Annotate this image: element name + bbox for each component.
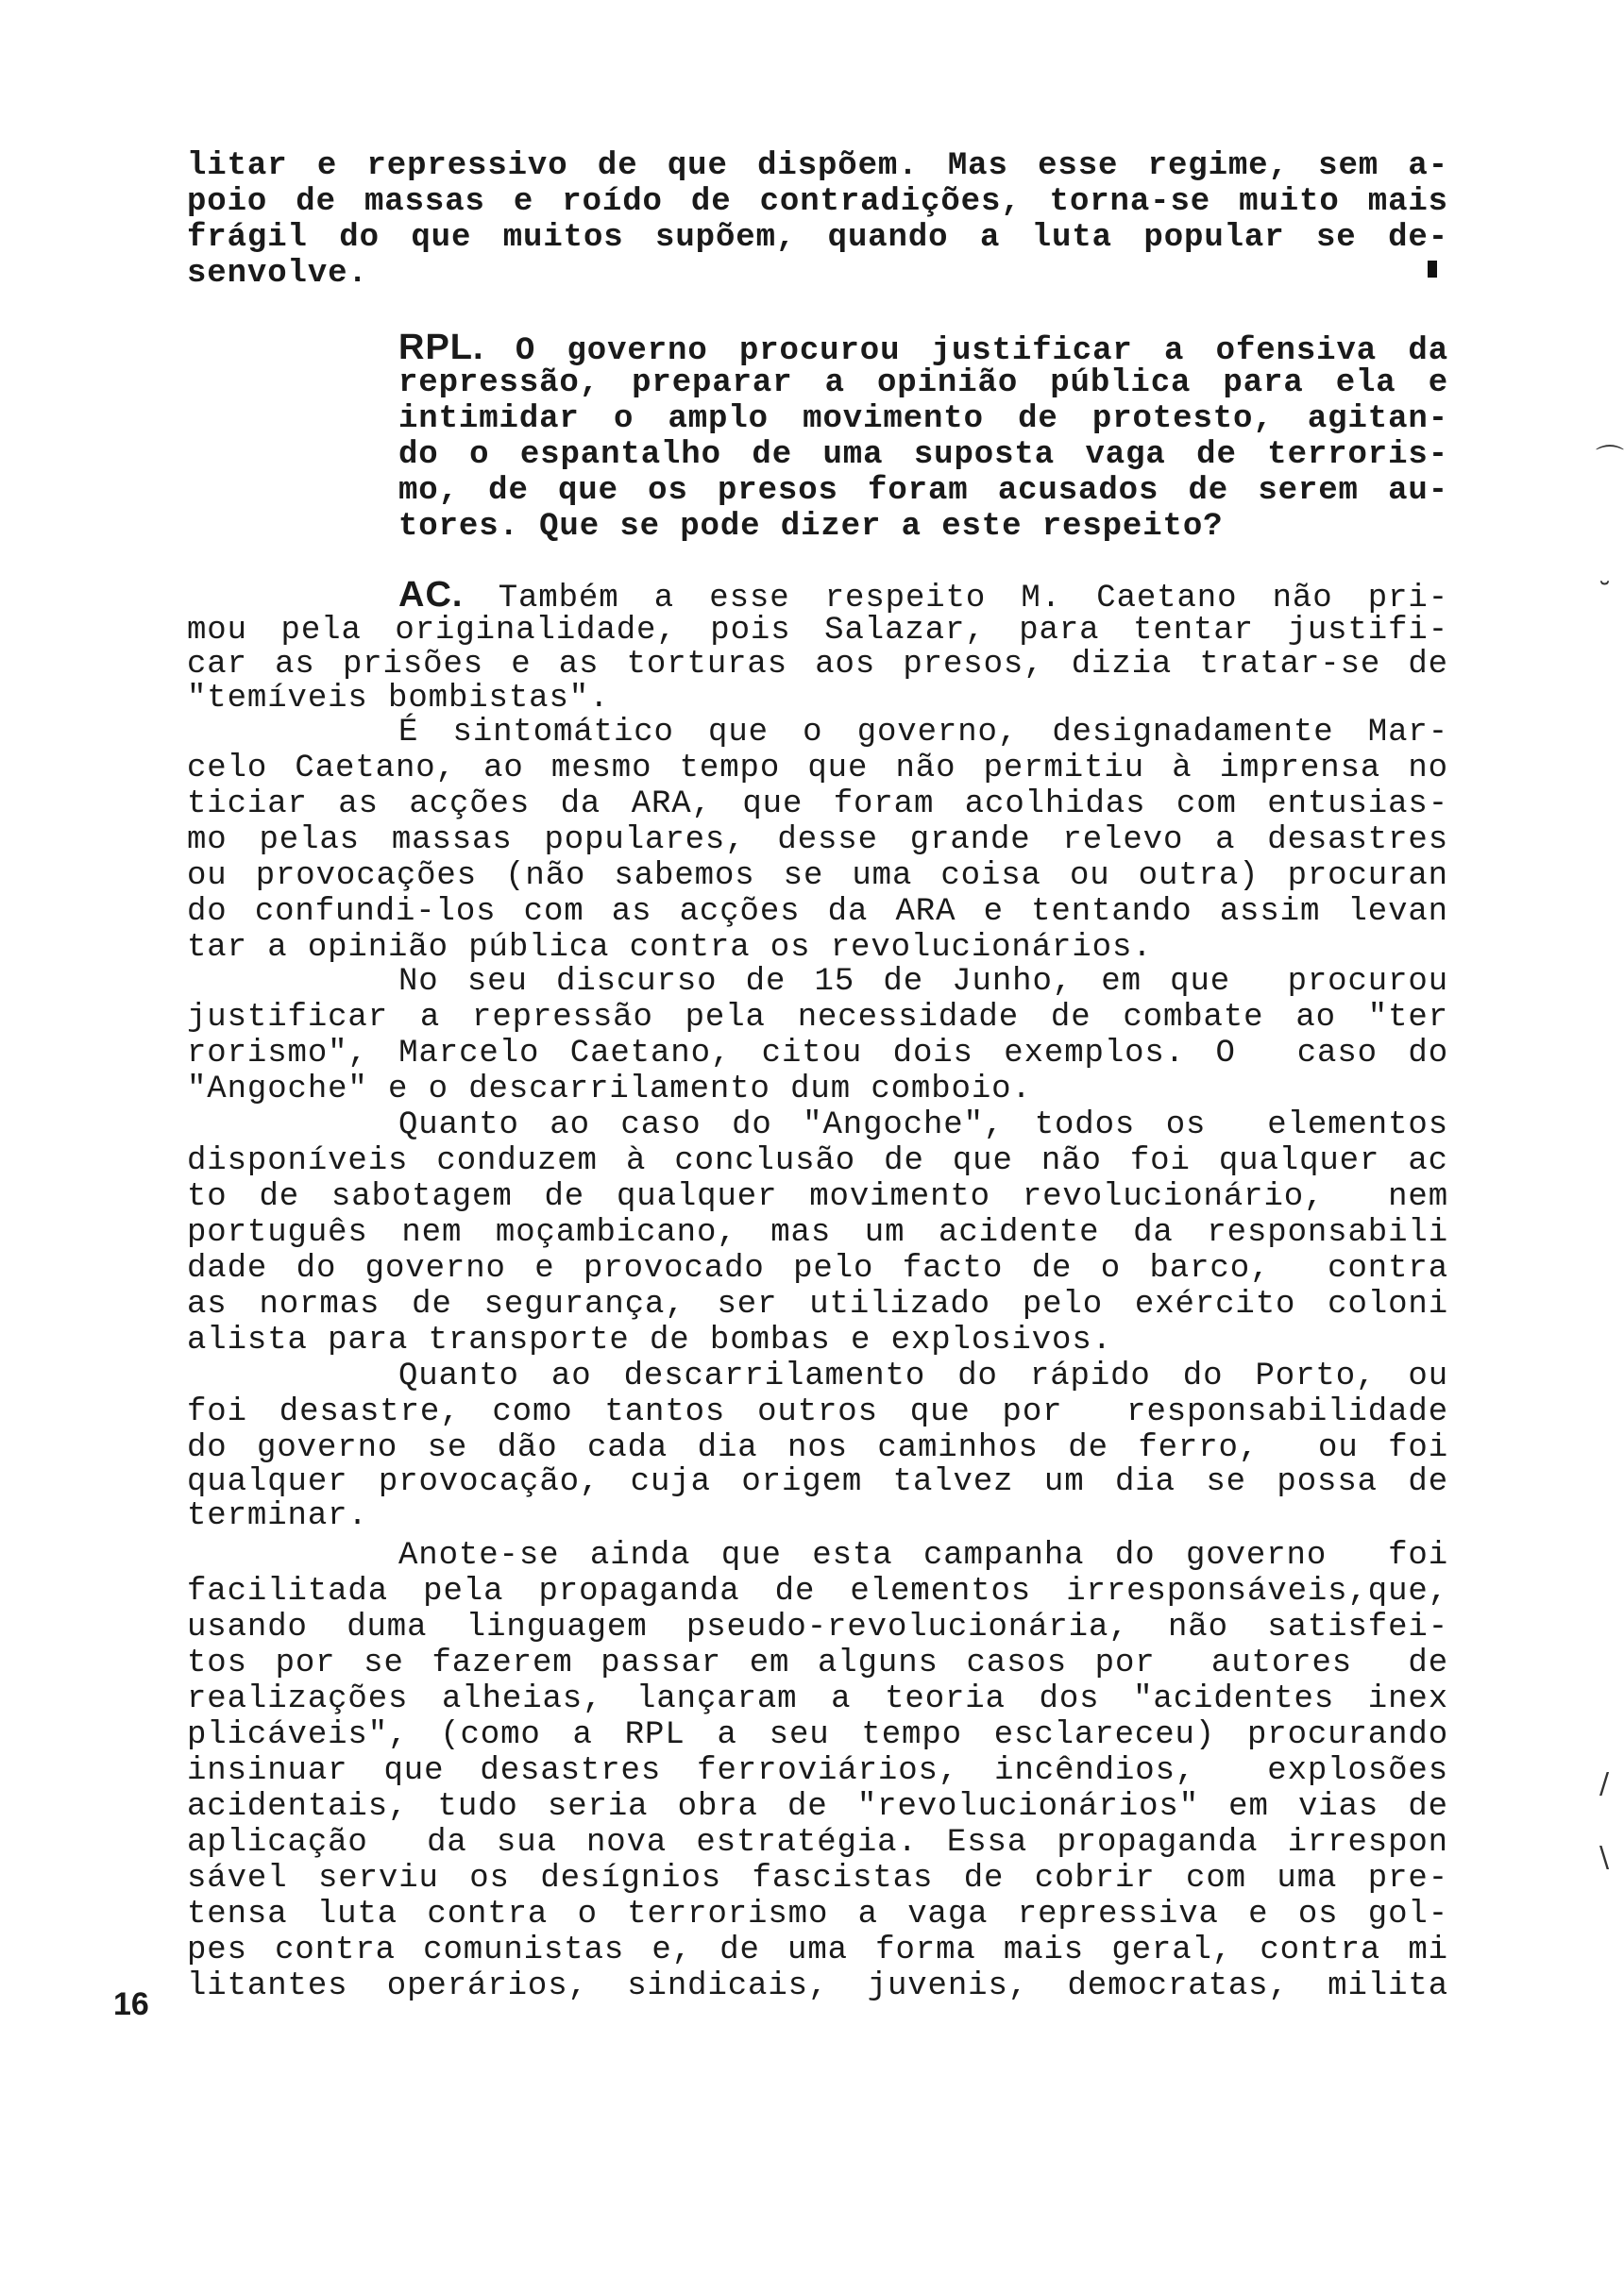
answer-line: aplicação da sua nova estratégia. Essa propaganda irrespon bbox=[187, 1825, 1448, 1861]
answer-line: mo pelas massas populares, desse grande relevo a desastres bbox=[187, 822, 1448, 858]
answer-line: No seu discurso de 15 de Junho, em que procurou bbox=[398, 964, 1448, 1000]
answer-line: litantes operários, sindicais, juvenis, democratas, milita bbox=[187, 1968, 1448, 2004]
answer-line: "Angoche" e o descarrilamento dum comboio. bbox=[187, 1072, 1032, 1107]
answer-line: alista para transporte de bombas e explosivos. bbox=[187, 1323, 1112, 1359]
answer-line: to de sabotagem de qualquer movimento revolucionário, nem bbox=[187, 1179, 1448, 1215]
answer-line: terminar. bbox=[187, 1498, 368, 1534]
answer-line: justificar a repressão pela necessidade de combate ao "ter bbox=[187, 1000, 1448, 1036]
page-number: 16 bbox=[113, 1986, 149, 2022]
speaker-label-rpl: RPL. bbox=[398, 328, 484, 367]
answer-line: facilitada pela propaganda de elementos irresponsáveis,que, bbox=[187, 1574, 1448, 1610]
text-line: senvolve. bbox=[187, 256, 368, 292]
question-line: tores. Que se pode dizer a este respeito? bbox=[398, 509, 1224, 545]
scan-speck-icon: / bbox=[1599, 1767, 1610, 1800]
answer-line: foi desastre, como tantos outros que por responsabilidade bbox=[187, 1394, 1448, 1430]
question-line: mo, de que os presos foram acusados de serem au- bbox=[398, 473, 1448, 509]
question-line: intimidar o amplo movimento de protesto, agitan- bbox=[398, 401, 1448, 437]
answer-line: celo Caetano, ao mesmo tempo que não permitiu à imprensa no bbox=[187, 751, 1448, 786]
answer-text: Também a esse respeito M. Caetano não pri- bbox=[498, 581, 1448, 616]
answer-line: mou pela originalidade, pois Salazar, para tentar justifi- bbox=[187, 613, 1448, 649]
answer-line: usando duma linguagem pseudo-revolucionária, não satisfei- bbox=[187, 1610, 1448, 1646]
answer-line: "temíveis bombistas". bbox=[187, 681, 610, 717]
answer-line: tos por se fazerem passar em alguns casos por autores de bbox=[187, 1646, 1448, 1681]
question-line: do o espantalho de uma suposta vaga de terroris- bbox=[398, 437, 1448, 473]
answer-line: car as prisões e as torturas aos presos, dizia tratar-se de bbox=[187, 647, 1448, 683]
answer-line: do governo se dão cada dia nos caminhos de ferro, ou foi bbox=[187, 1430, 1448, 1466]
answer-line: Anote-se ainda que esta campanha do governo foi bbox=[398, 1538, 1448, 1574]
answer-line: português nem moçambicano, mas um acidente da responsabili bbox=[187, 1215, 1448, 1251]
answer-line: do confundi-los com as acções da ARA e tentando assim levan bbox=[187, 894, 1448, 930]
scan-speck-icon: ˘ bbox=[1598, 578, 1612, 611]
answer-line: acidentais, tudo seria obra de "revolucionários" em vias de bbox=[187, 1789, 1448, 1825]
question-text: O governo procurou justificar a ofensiva da bbox=[515, 333, 1449, 369]
answer-line: disponíveis conduzem à conclusão de que não foi qualquer ac bbox=[187, 1143, 1448, 1179]
answer-line: insinuar que desastres ferroviários, incêndios, explosões bbox=[187, 1753, 1448, 1789]
answer-line: as normas de segurança, ser utilizado pelo exército coloni bbox=[187, 1287, 1448, 1323]
question-line bbox=[398, 330, 1448, 369]
question-line: repressão, preparar a opinião pública para ela e bbox=[398, 365, 1448, 401]
answer-line: pes contra comunistas e, de uma forma mais geral, contra mi bbox=[187, 1933, 1448, 1968]
answer-line bbox=[398, 575, 1448, 616]
speaker-label-ac: AC. bbox=[398, 575, 464, 615]
answer-line: Quanto ao descarrilamento do rápido do Porto, ou bbox=[398, 1359, 1448, 1394]
answer-line: sável serviu os desígnios fascistas de cobrir com uma pre- bbox=[187, 1861, 1448, 1897]
answer-line: É sintomático que o governo, designadamente Mar- bbox=[398, 715, 1448, 751]
answer-line: tar a opinião pública contra os revolucionários. bbox=[187, 930, 1153, 966]
answer-line: realizações alheias, lançaram a teoria dos "acidentes inex bbox=[187, 1681, 1448, 1717]
answer-line: rorismo", Marcelo Caetano, citou dois exemplos. O caso do bbox=[187, 1036, 1448, 1072]
answer-line: dade do governo e provocado pelo facto de o barco, contra bbox=[187, 1251, 1448, 1287]
scan-speck-icon: \ bbox=[1599, 1841, 1610, 1874]
answer-line: ticiar as acções da ARA, que foram acolhidas com entusias- bbox=[187, 786, 1448, 822]
text-line: poio de massas e roído de contradições, torna-se muito mais bbox=[187, 184, 1448, 220]
answer-line: Quanto ao caso do "Angoche", todos os elementos bbox=[398, 1107, 1448, 1143]
answer-line: tensa luta contra o terrorismo a vaga repressiva e os gol- bbox=[187, 1897, 1448, 1933]
end-mark bbox=[1428, 261, 1437, 278]
answer-line: plicáveis", (como a RPL a seu tempo esclareceu) procurando bbox=[187, 1717, 1448, 1753]
answer-line: qualquer provocação, cuja origem talvez um dia se possa de bbox=[187, 1464, 1448, 1500]
text-line: frágil do que muitos supõem, quando a luta popular se de- bbox=[187, 220, 1448, 256]
scan-speck-icon: ⌒ bbox=[1596, 444, 1624, 477]
text-line: litar e repressivo de que dispõem. Mas esse regime, sem a- bbox=[187, 148, 1448, 184]
answer-line: ou provocações (não sabemos se uma coisa ou outra) procuran bbox=[187, 858, 1448, 894]
